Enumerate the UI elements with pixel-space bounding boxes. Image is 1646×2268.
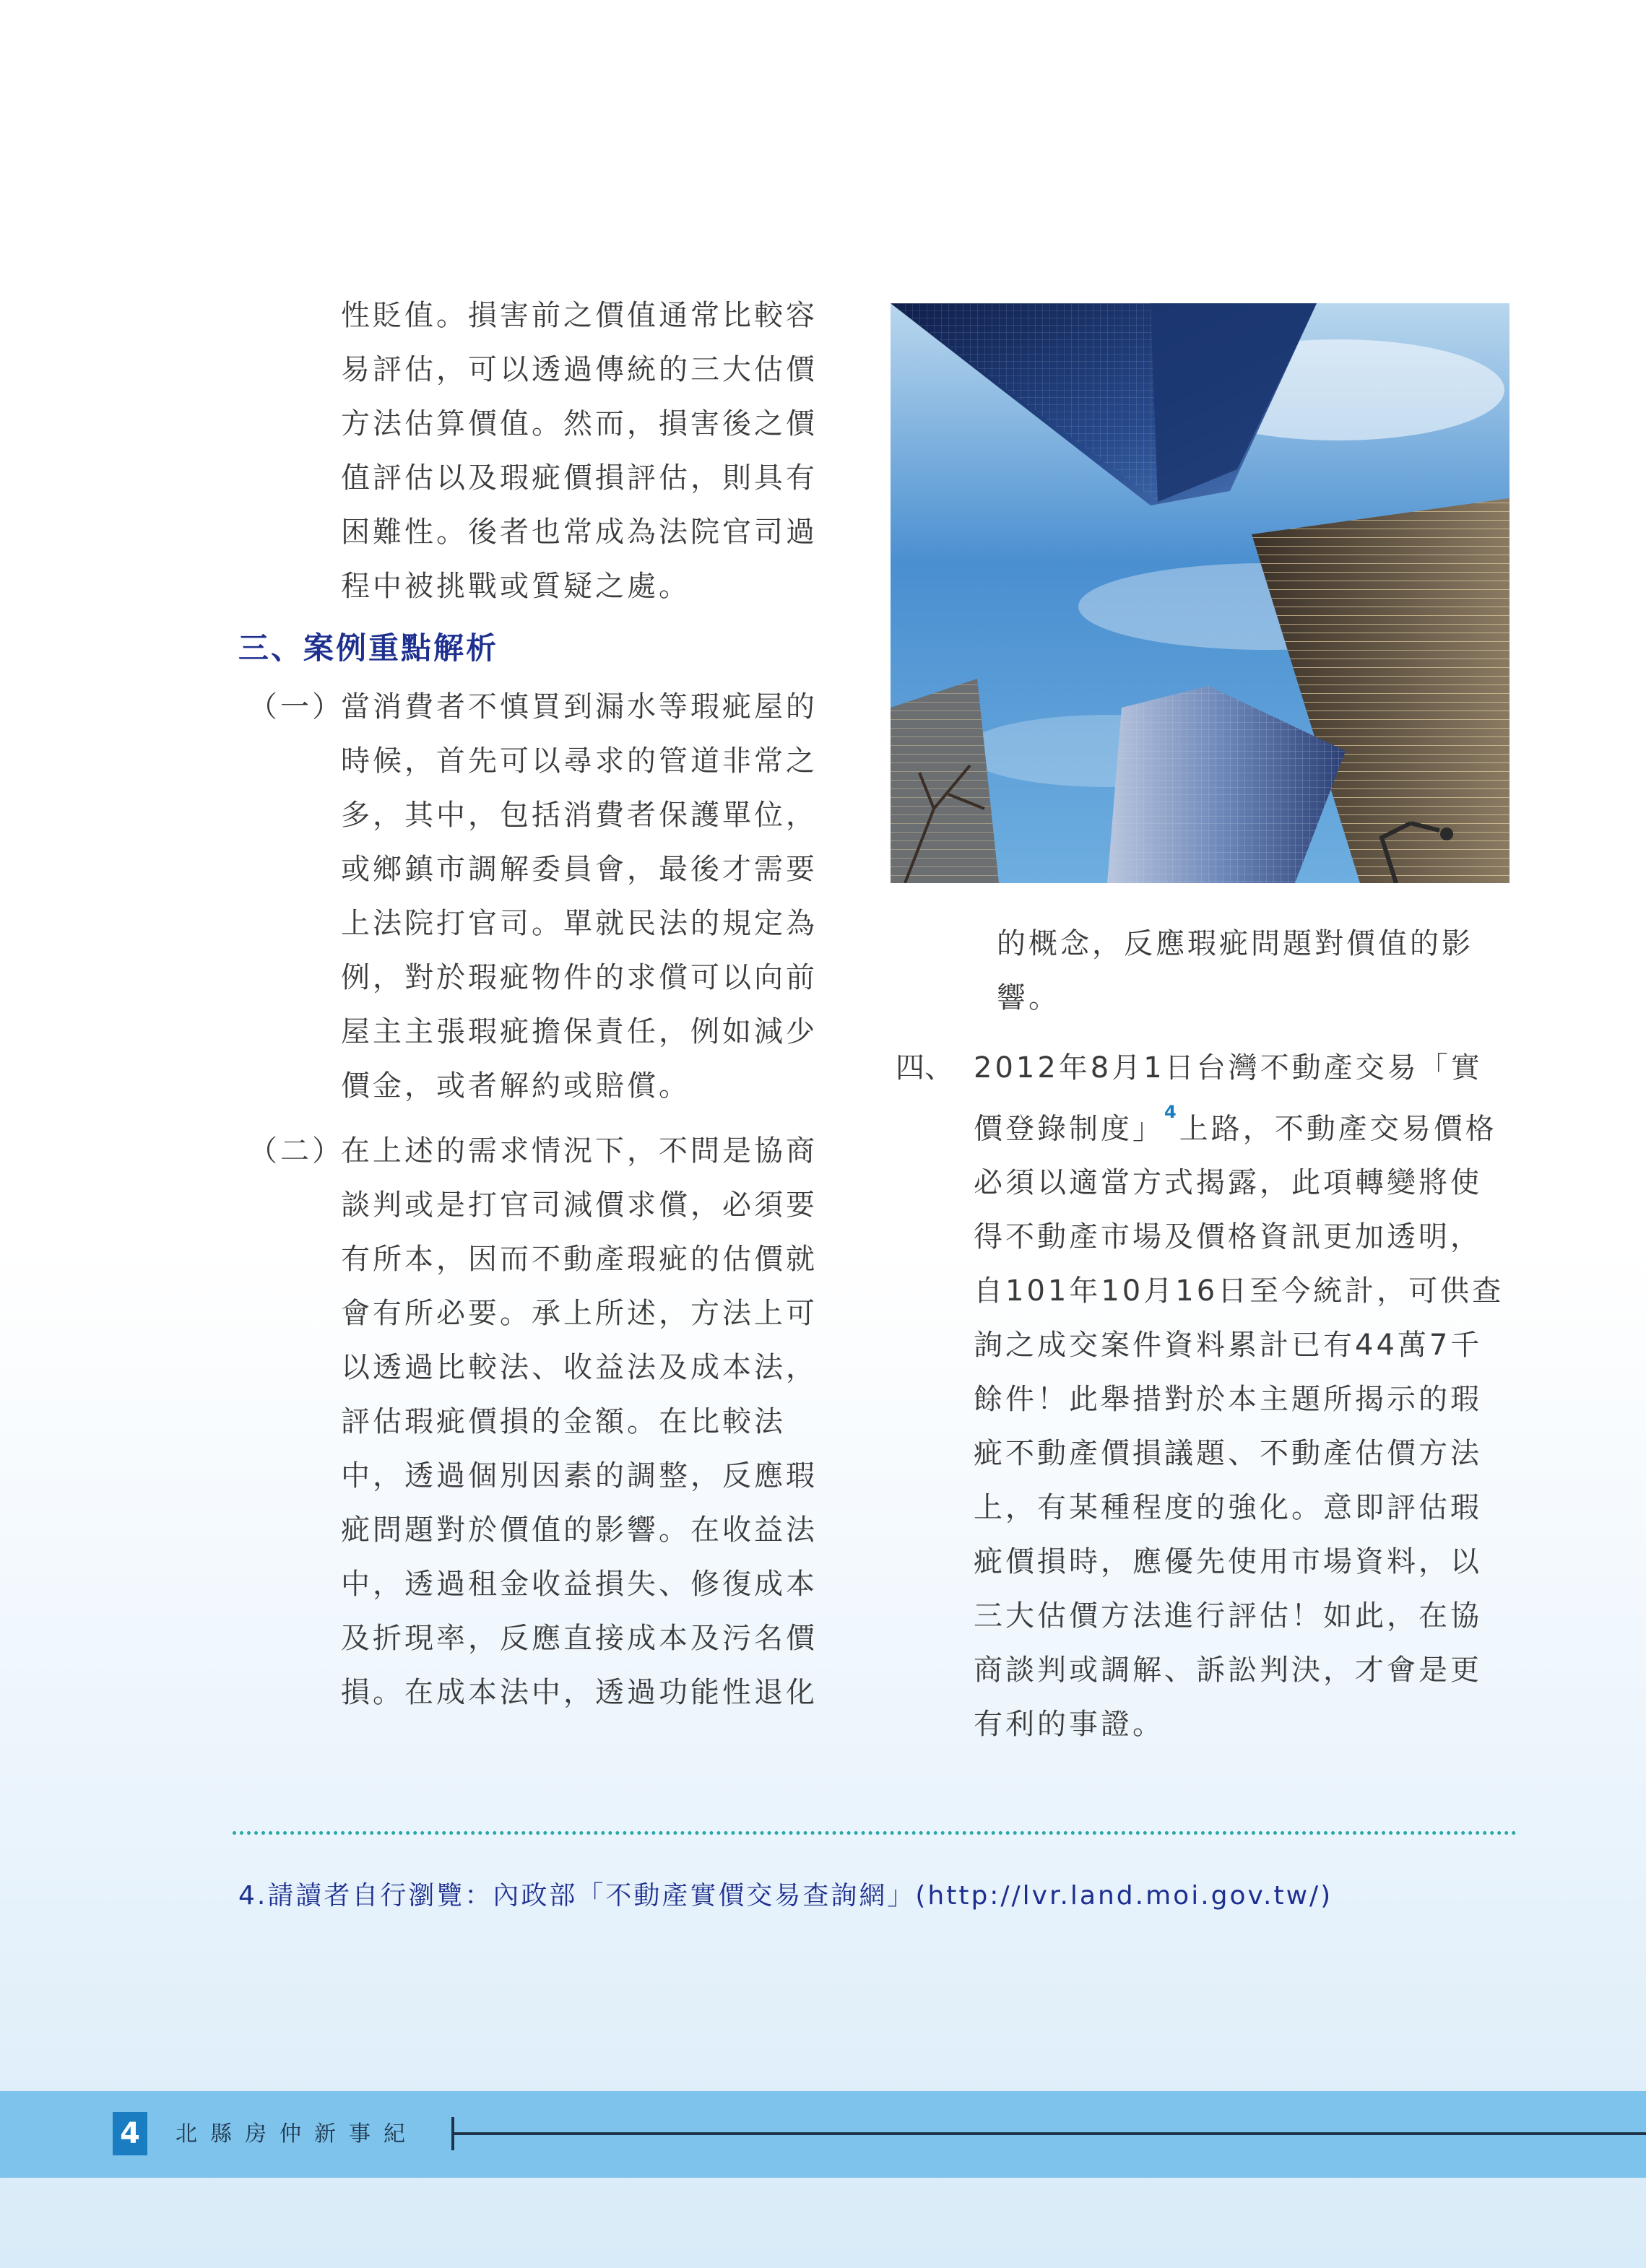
list-item xyxy=(238,1124,845,1720)
text-line: 會有所必要。承上所述，方法上可 xyxy=(341,1297,818,1330)
text-line: 2012年8月1日台灣不動產交易「實 xyxy=(974,1051,1483,1085)
text-line: 及折現率，反應直接成本及污名價 xyxy=(341,1622,818,1655)
text-line: 商談判或調解、訴訟判決，才會是更 xyxy=(974,1654,1482,1687)
text-line: 方法估算價值。然而，損害後之價 xyxy=(341,407,818,440)
text-line: 多，其中，包括消費者保護單位， xyxy=(341,799,818,832)
item-marker: （一） xyxy=(248,690,344,724)
text-line: 中，透過租金收益損失、修復成本 xyxy=(341,1568,818,1601)
item-marker: （二） xyxy=(248,1134,344,1168)
text-line: 有利的事證。 xyxy=(974,1708,1164,1742)
text-line: 評估瑕疵價損的金額。在比較法 xyxy=(341,1405,786,1438)
text-fragment: 價登錄制度」 xyxy=(974,1112,1164,1146)
text-line: 自101年10月16日至今統計，可供查 xyxy=(974,1274,1504,1308)
text-line: 詢之成交案件資料累計已有44萬7千 xyxy=(974,1329,1483,1363)
item-marker: 四、 xyxy=(896,1051,953,1085)
footnote-divider xyxy=(233,1831,1517,1835)
text-line: 困難性。後者也常成為法院官司過 xyxy=(341,516,818,549)
magazine-title: 北縣房仲新事紀 xyxy=(176,2121,418,2147)
text-line: 值評估以及瑕疵價損評估，則具有 xyxy=(341,461,818,495)
text-line: 有所本，因而不動產瑕疵的估價就 xyxy=(341,1243,818,1276)
list-item xyxy=(238,680,845,1113)
text-line: 中，透過個別因素的調整，反應瑕 xyxy=(341,1459,818,1493)
text-line: 價金，或者解約或賠償。 xyxy=(341,1069,690,1103)
section-heading: 三、案例重點解析 xyxy=(238,630,499,666)
text-line: 得不動產市場及價格資訊更加透明， xyxy=(974,1220,1482,1254)
section-four xyxy=(896,1041,1509,1752)
text-line: 的概念，反應瑕疵問題對價值的影 xyxy=(997,927,1473,960)
text-line: 程中被挑戰或質疑之處。 xyxy=(341,570,690,603)
footnote-text: 4.請讀者自行瀏覽：內政部「不動產實價交易查詢網」(http://lvr.land.moi.gov.tw/) xyxy=(238,1881,1333,1911)
text-line: 性貶值。損害前之價值通常比較容 xyxy=(341,299,818,332)
text-line: 易評估，可以透過傳統的三大估價 xyxy=(341,353,818,386)
text-fragment: 上路，不動產交易價格 xyxy=(1179,1112,1497,1146)
text-line: 三大估價方法進行評估！如此，在協 xyxy=(974,1599,1482,1633)
text-line: 屋主主張瑕疵擔保責任，例如減少 xyxy=(341,1015,818,1048)
intro-paragraph xyxy=(238,289,845,614)
text-line: 在上述的需求情況下，不問是協商 xyxy=(341,1134,818,1168)
skyscraper-photo xyxy=(891,303,1509,883)
text-line: 疵價損時，應優先使用市場資料，以 xyxy=(974,1545,1482,1579)
text-line: 必須以適當方式揭露，此項轉變將使 xyxy=(974,1166,1482,1200)
text-line: 損。在成本法中，透過功能性退化 xyxy=(341,1676,818,1709)
text-line: 餘件！此舉措對於本主題所揭示的瑕 xyxy=(974,1383,1482,1417)
text-line: 響。 xyxy=(997,981,1060,1014)
footer-rule xyxy=(451,2132,1646,2135)
continuation-paragraph xyxy=(896,917,1509,1025)
text-line: 時候，首先可以尋求的管道非常之 xyxy=(341,744,818,778)
text-line: 例，對於瑕疵物件的求償可以向前 xyxy=(341,961,818,994)
page-number: 4 xyxy=(113,2112,147,2155)
skyscraper-illustration xyxy=(891,303,1509,883)
text-line xyxy=(974,1095,1509,1156)
text-line: 以透過比較法、收益法及成本法， xyxy=(341,1351,818,1384)
text-line: 疵問題對於價值的影響。在收益法 xyxy=(341,1513,818,1547)
text-line: 談判或是打官司減價求償，必須要 xyxy=(341,1189,818,1222)
text-line: 上，有某種程度的強化。意即評估瑕 xyxy=(974,1491,1482,1525)
footnote-reference[interactable]: 4 xyxy=(1164,1102,1179,1122)
right-column xyxy=(896,917,1509,1752)
text-line: 或鄉鎮市調解委員會，最後才需要 xyxy=(341,853,818,886)
text-line: 當消費者不慎買到漏水等瑕疵屋的 xyxy=(341,690,818,724)
left-column xyxy=(238,289,845,1720)
text-line: 上法院打官司。單就民法的規定為 xyxy=(341,907,818,940)
text-line: 疵不動產價損議題、不動產估價方法 xyxy=(974,1437,1482,1471)
